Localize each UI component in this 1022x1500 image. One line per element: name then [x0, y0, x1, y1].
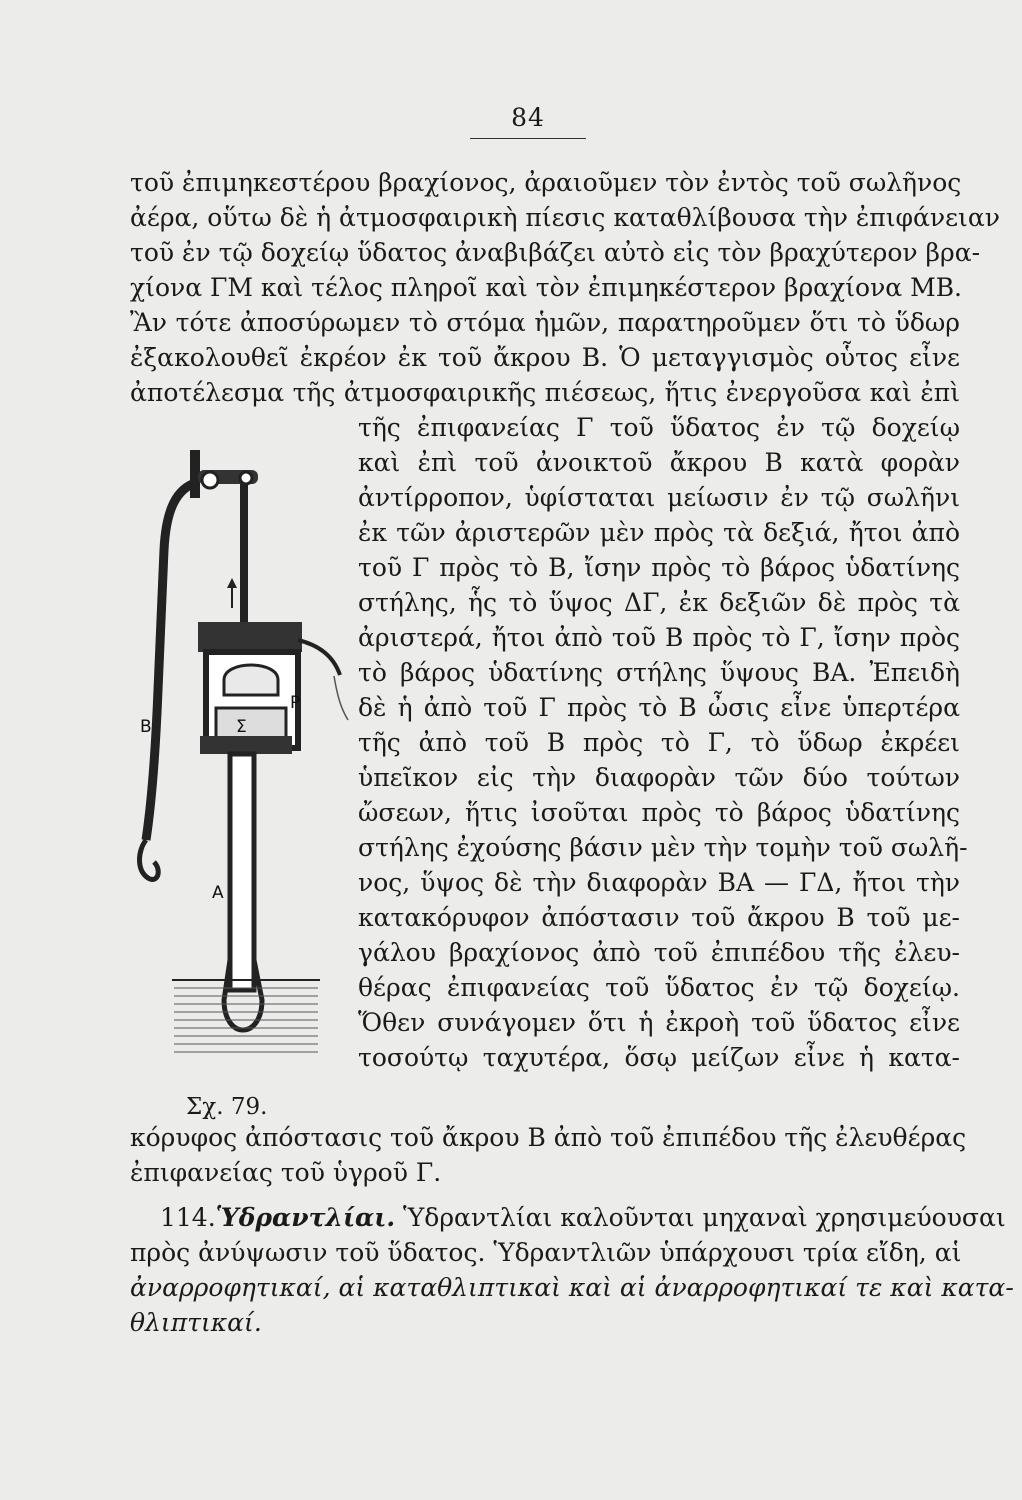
pump-illustration	[128, 440, 353, 1085]
siphon-tube	[146, 482, 198, 840]
text-line: ἀριστερά, ἤτοι ἀπὸ τοῦ Β πρὸς τὸ Γ, ἴσην πρὸς	[358, 623, 960, 652]
text-line: καὶ ἐπὶ τοῦ ἀνοικτοῦ ἄκρου Β κατὰ φορὰν	[358, 448, 960, 477]
text-line: ἀναρροφητικαί, αἱ καταθλιπτικαὶ καὶ αἱ ἀναρροφητικαί τε καὶ κατα-	[130, 1273, 1014, 1302]
section-first-line	[130, 1203, 1006, 1233]
text-line: χίονα ΓΜ καὶ τέλος πληροῖ καὶ τὸν ἐπιμηκέστερον βραχίονα ΜΒ.	[130, 273, 963, 302]
figure-pump	[128, 440, 353, 1085]
text-line: τοῦ ἐν τῷ δοχείῳ ὕδατος ἀναβιβάζει αὐτὸ εἰς τὸν βραχύτερον βρα-	[130, 238, 981, 267]
pump-collar	[200, 736, 292, 754]
text-line: στήλης ἐχούσης βάσιν μὲν τὴν τομὴν τοῦ σωλῆ-	[358, 833, 968, 862]
text-line: θέρας ἐπιφανείας τοῦ ὕδατος ἐν τῷ δοχείῳ.	[358, 973, 960, 1002]
text-line: ἀέρα, οὕτω δὲ ἡ ἀτμοσφαιρικὴ πίεσις καταθλίβουσα τὴν ἐπιφάνειαν	[130, 203, 1000, 232]
text-line: κατακόρυφον ἀπόστασιν τοῦ ἄκρου Β τοῦ με-	[358, 903, 960, 932]
text-line: Ἂν τότε ἀποσύρωμεν τὸ στόμα ἡμῶν, παρατηροῦμεν ὅτι τὸ ὕδωρ	[130, 308, 960, 337]
piston	[216, 708, 286, 738]
water-stream	[334, 676, 348, 720]
figure-caption: Σχ. 79.	[186, 1094, 268, 1120]
header-rule	[470, 138, 586, 139]
text-line: ἐπιφανείας τοῦ ὑγροῦ Γ.	[130, 1158, 442, 1187]
pivot-icon	[202, 472, 218, 488]
outlet-spout	[298, 640, 340, 675]
label-p: P	[290, 693, 301, 713]
text-line: δὲ ἡ ἀπὸ τοῦ Γ πρὸς τὸ Β ὦσις εἶνε ὑπερτέρα	[358, 693, 960, 722]
text-line: ἀποτέλεσμα τῆς ἀτμοσφαιρικῆς πιέσεως, ἥτις ἐνεργοῦσα καὶ ἐπὶ	[130, 378, 960, 407]
section-text: Ὑδραντλίαι καλοῦνται μηχαναὶ χρησιμεύουσαι	[403, 1203, 1006, 1232]
section-heading: Ὑδραντλίαι.	[215, 1203, 396, 1232]
text-line: ὑπεῖκον εἰς τὴν διαφορὰν τῶν δύο τούτων	[358, 763, 960, 792]
text-line: τὸ βάρος ὑδατίνης στήλης ὕψους ΒΑ. Ἐπειδὴ	[358, 658, 960, 687]
suction-tube	[230, 754, 254, 990]
text-line: ἀντίρροπον, ὑφίσταται μείωσιν ἐν τῷ σωλῆνι	[358, 483, 960, 512]
page-number: 84	[511, 103, 545, 132]
piston-rod	[240, 484, 248, 634]
siphon-end	[140, 840, 159, 879]
text-line: τοῦ ἐπιμηκεστέρου βραχίονος, ἀραιοῦμεν τὸν ἐντὸς τοῦ σωλῆνος	[130, 168, 962, 197]
label-sigma: Σ	[236, 717, 247, 737]
text-line: νος, ὕψος δὲ τὴν διαφορὰν ΒΑ — ΓΔ, ἤτοι τὴν	[358, 868, 960, 897]
text-line: θλιπτικαί.	[130, 1308, 262, 1337]
section-number: 114.	[160, 1203, 216, 1232]
text-line: τῆς ἐπιφανείας Γ τοῦ ὕδατος ἐν τῷ δοχείῳ	[358, 413, 960, 442]
text-line: ὤσεων, ἥτις ἰσοῦται πρὸς τὸ βάρος ὑδατίνης	[358, 798, 960, 827]
text-line: στήλης, ἧς τὸ ὕψος ΔΓ, ἐκ δεξιῶν δὲ πρὸς τὰ	[358, 588, 960, 617]
text-line: κόρυφος ἀπόστασις τοῦ ἄκρου Β ἀπὸ τοῦ ἐπιπέδου τῆς ἐλευθέρας	[130, 1123, 967, 1152]
pivot-icon	[240, 472, 252, 484]
text-line: ἐκ τῶν ἀριστερῶν μὲν πρὸς τὰ δεξιά, ἤτοι ἀπὸ	[358, 518, 960, 547]
text-line: γάλου βραχίονος ἀπὸ τοῦ ἐπιπέδου τῆς ἐλευ-	[358, 938, 960, 967]
water-hatching	[174, 988, 318, 1052]
cylinder-head	[198, 622, 302, 652]
label-b: B	[140, 717, 152, 737]
upper-valve	[224, 665, 278, 695]
text-line: τοῦ Γ πρὸς τὸ Β, ἴσην πρὸς τὸ βάρος ὑδατίνης	[358, 553, 960, 582]
text-line: τοσούτῳ ταχυτέρα, ὅσῳ μείζων εἶνε ἡ κατα-	[358, 1043, 960, 1072]
text-line: Ὅθεν συνάγομεν ὅτι ἡ ἐκροὴ τοῦ ὕδατος εἶνε	[358, 1008, 960, 1037]
text-line: ἐξακολουθεῖ ἐκρέον ἐκ τοῦ ἄκρου Β. Ὁ μεταγγισμὸς οὗτος εἶνε	[130, 343, 960, 372]
text-line: πρὸς ἀνύψωσιν τοῦ ὕδατος. Ὑδραντλιῶν ὑπάρχουσι τρία εἴδη, αἱ	[130, 1238, 962, 1267]
arrow-head-icon	[227, 578, 237, 588]
label-a: A	[212, 883, 224, 903]
text-line: τῆς ἀπὸ τοῦ Β πρὸς τὸ Γ, τὸ ὕδωρ ἐκρέει	[358, 728, 960, 757]
